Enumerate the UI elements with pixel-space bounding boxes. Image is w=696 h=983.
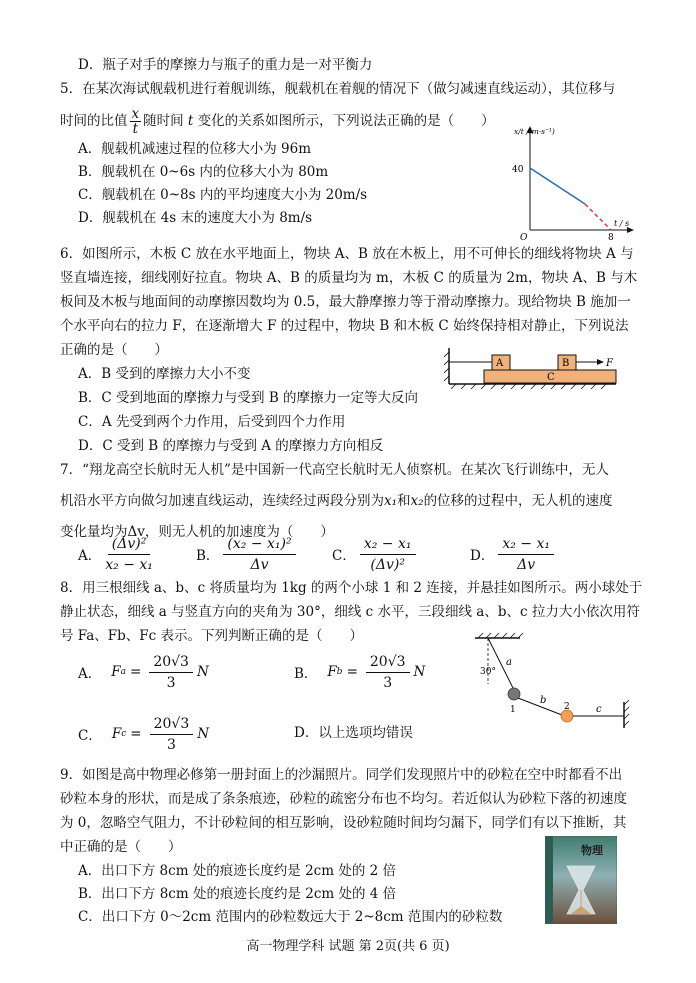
q8-option-c-sub: c xyxy=(121,729,127,739)
q6-stem-line1: 6．如图所示，木板 C 放在水平地面上，物块 A、B 放在木板上，用不可伸长的细线将物块 A 与 xyxy=(60,246,634,262)
q7-stem-line2 xyxy=(60,492,613,510)
q6-option-c: C．A 先受到两个力作用，后受到四个力作用 xyxy=(78,414,346,430)
q5-extension-line xyxy=(585,204,611,230)
q5-origin: O xyxy=(520,233,528,243)
q5-option-a: A．舰载机减速过程的位移大小为 96m xyxy=(78,141,312,157)
q8-option-a-unit: N xyxy=(196,664,209,680)
q7-option-a xyxy=(78,532,157,576)
q7-option-c-fraction xyxy=(360,534,416,575)
q8-option-b-fraction xyxy=(366,652,410,693)
q8-option-b-unit: N xyxy=(413,664,426,680)
q8-option-c-var: F xyxy=(111,726,122,742)
q6-label-a: A xyxy=(496,358,504,369)
q8-option-c: C． F c = $\frac{20√3}{3}$ N xyxy=(78,715,210,753)
q8-option-b-var: F xyxy=(327,664,337,680)
q8-option-b-num: 20√3 xyxy=(366,652,410,673)
q8-option-b-sub: b xyxy=(336,667,343,677)
q8-stem-line3: 号 Fa、Fb、Fc 表示。下列判断正确的是（ ） xyxy=(60,628,364,644)
q7-option-c-num: x₂ − x₁ xyxy=(360,534,416,555)
q7-var-x1: x₁ xyxy=(384,493,398,509)
q8-label-c: c xyxy=(596,704,602,715)
q8-option-b-den: 3 xyxy=(383,674,393,691)
q5-y-tick: 40 xyxy=(512,165,524,175)
q5-ratio-fraction xyxy=(130,107,142,136)
q8-option-c-unit: N xyxy=(197,726,210,742)
q6-stem-line2: 竖直墙连接，细线刚好拉直。物块 A、B 的质量均为 m，木板 C 的质量为 2m，物块 A、B 与木 xyxy=(60,270,638,286)
q7-option-a-num: (Δv)² xyxy=(108,534,151,555)
q8-option-a-fraction xyxy=(149,652,193,693)
q6-stem-line3: 板间及木板与地面间的动摩擦因数均为 0.5，最大静摩擦力等于滑动摩擦力。现给物块 B 施加一 xyxy=(60,294,631,310)
q7-option-d-letter: D． xyxy=(470,548,495,564)
q9-stem-line3: 为 0，忽略空气阻力，不计砂粒间的相互影响，设砂粒随时间均匀漏下，同学们有以下推断，其 xyxy=(60,815,627,831)
q6-option-b: B．C 受到地面的摩擦力与受到 B 的摩擦力一定等大反向 xyxy=(78,390,419,406)
q8-figure xyxy=(460,630,640,730)
q8-label-a: a xyxy=(506,657,512,668)
q7-option-d-fraction xyxy=(498,534,554,575)
q5-option-d: D．舰载机在 4s 末的速度大小为 8m/s xyxy=(78,210,313,226)
q7-option-d-num: x₂ − x₁ xyxy=(498,534,554,555)
q5-stem-text-b: 随时间 xyxy=(143,113,184,129)
q5-frac-num: x xyxy=(131,106,140,122)
q8-ball-2-label: 2 xyxy=(564,702,570,712)
q7-option-a-den: x₂ − x₁ xyxy=(105,556,153,573)
q7-option-c xyxy=(332,532,420,576)
q5-x-label: t / s xyxy=(614,219,630,228)
q6-label-b: B xyxy=(562,358,570,369)
q7-option-a-fraction xyxy=(105,534,153,575)
q7-stem-text-e: 的位移的过程中，无人机的速度 xyxy=(423,493,613,509)
q5-stem-var-t: t xyxy=(187,113,194,129)
q4-option-d: D．瓶子对手的摩擦力与瓶子的重力是一对平衡力 xyxy=(78,57,373,73)
q5-graph xyxy=(500,122,650,244)
q7-option-b-num: (x₂ − x₁)² xyxy=(223,534,295,555)
q5-option-c: C．舰载机在 0~8s 内的平均速度大小为 20m/s xyxy=(78,187,368,203)
q6-stem-line4: 个水平向右的拉力 F，在逐渐增大 F 的过程中，物块 B 和木板 C 始终保持相对静止，下列说法 xyxy=(60,318,629,334)
q7-option-b-letter: B． xyxy=(196,548,220,564)
q7-option-a-letter: A． xyxy=(78,548,102,564)
q5-stem-text-a: 时间的比值 xyxy=(60,113,128,129)
q5-stem-line1: 5．在某次海试舰载机进行着舰训练，舰载机在着舰的情况下（做匀减速直线运动），其位移与 xyxy=(60,81,616,97)
q6-option-a: A．B 受到的摩擦力大小不变 xyxy=(78,366,251,382)
q7-option-d-den: Δv xyxy=(517,556,536,573)
q7-var-x2: x₂ xyxy=(410,493,424,509)
q5-stem-text-d: 变化的关系如图所示，下列说法正确的是（ ） xyxy=(197,113,495,129)
q7-option-c-den: (Δv)² xyxy=(370,556,405,573)
q8-option-c-letter: C． xyxy=(78,728,102,744)
q5-option-b: B．舰载机在 0~6s 内的位移大小为 80m xyxy=(78,164,329,180)
q7-option-c-letter: C． xyxy=(332,548,356,564)
q5-x-tick: 8 xyxy=(608,233,614,243)
q9-book-spine xyxy=(545,836,553,924)
q6-stem-line5: 正确的是（ ） xyxy=(60,342,168,358)
q7-stem-text-c: 和 xyxy=(397,493,411,509)
q8-option-c-den: 3 xyxy=(166,736,176,753)
q8-angle-label: 30° xyxy=(480,667,496,677)
q7-option-b xyxy=(196,532,300,576)
q5-data-line xyxy=(530,168,585,204)
q8-ball-1-label: 1 xyxy=(510,705,516,715)
q8-option-a-var: F xyxy=(111,664,121,680)
q8-stem-line2: 静止状态，细线 a 与竖直方向的夹角为 30°，细线 c 水平，三段细线 a、b、c 拉力大小依次用符 xyxy=(60,604,640,620)
q8-option-a-letter: A． xyxy=(78,666,102,682)
q7-option-b-fraction xyxy=(223,534,295,575)
page-footer: 高一物理学科 试题 第 2页(共 6 页) xyxy=(246,939,450,954)
q5-frac-den: t xyxy=(132,121,139,137)
q9-option-b: B．出口下方 8cm 处的痕迹长度约是 2cm 处的 4 倍 xyxy=(78,886,397,902)
q7-stem-text-a: 机沿水平方向做匀加速直线运动，连续经过两段分别为 xyxy=(60,493,384,509)
q8-option-b-letter: B． xyxy=(294,666,318,682)
q8-option-b: B． F b = $\frac{20√3}{3}$ N xyxy=(294,653,426,691)
q9-stem-line2: 砂粒本身的形状，而是成了条条痕迹，砂粒的疏密分布也不均匀。若近似认为砂粒下落的初速度 xyxy=(60,791,627,807)
q7-stem-line3: 变化量均为Δv，则无人机的加速度为（ ） xyxy=(60,524,334,540)
q8-stem-line1: 8．用三根细线 a、b、c 将质量均为 1kg 的两个小球 1 和 2 连接，并悬挂如图所示。两小球处于 xyxy=(60,580,643,596)
q6-option-d: D．C 受到 B 的摩擦力与受到 A 的摩擦力方向相反 xyxy=(78,438,384,454)
q8-option-c-num: 20√3 xyxy=(150,714,194,735)
q5-y-label: x/t /(m·s⁻¹) xyxy=(514,127,555,136)
q8-option-a-num: 20√3 xyxy=(149,652,193,673)
q9-stem-line4: 中正确的是（ ） xyxy=(60,839,182,855)
q6-label-f: F xyxy=(606,358,613,369)
q7-option-d xyxy=(470,532,558,576)
q8-option-d: D．以上选项均错误 xyxy=(294,725,413,741)
q6-label-c: C xyxy=(547,372,555,383)
q8-option-a-sub: a xyxy=(120,667,126,677)
q9-book-title: 物理 xyxy=(581,844,603,857)
q9-option-a: A．出口下方 8cm 处的痕迹长度约是 2cm 处的 2 倍 xyxy=(78,863,396,879)
q6-force-arrow xyxy=(597,359,604,365)
q9-option-c: C．出口下方 0～2cm 范围内的砂粒数远大于 2~8cm 范围内的砂粒数 xyxy=(78,909,503,925)
q7-stem-line1: 7．“翔龙高空长航时无人机”是中国新一代高空长航时无人侦察机。在某次飞行训练中，无人 xyxy=(60,462,609,478)
q8-label-b: b xyxy=(540,695,547,706)
q8-option-a-den: 3 xyxy=(166,674,176,691)
q8-option-c-fraction xyxy=(150,714,194,755)
q9-book-cover-image xyxy=(545,836,617,924)
q5-stem-line2 xyxy=(60,107,495,136)
q6-figure xyxy=(444,340,620,390)
q7-option-b-den: Δv xyxy=(250,556,269,573)
q9-stem-line1: 9．如图是高中物理必修第一册封面上的沙漏照片。同学们发现照片中的砂粒在空中时都看不出 xyxy=(60,767,623,783)
q8-option-a: A． F a = $\frac{20√3}{3}$ N xyxy=(78,653,209,691)
